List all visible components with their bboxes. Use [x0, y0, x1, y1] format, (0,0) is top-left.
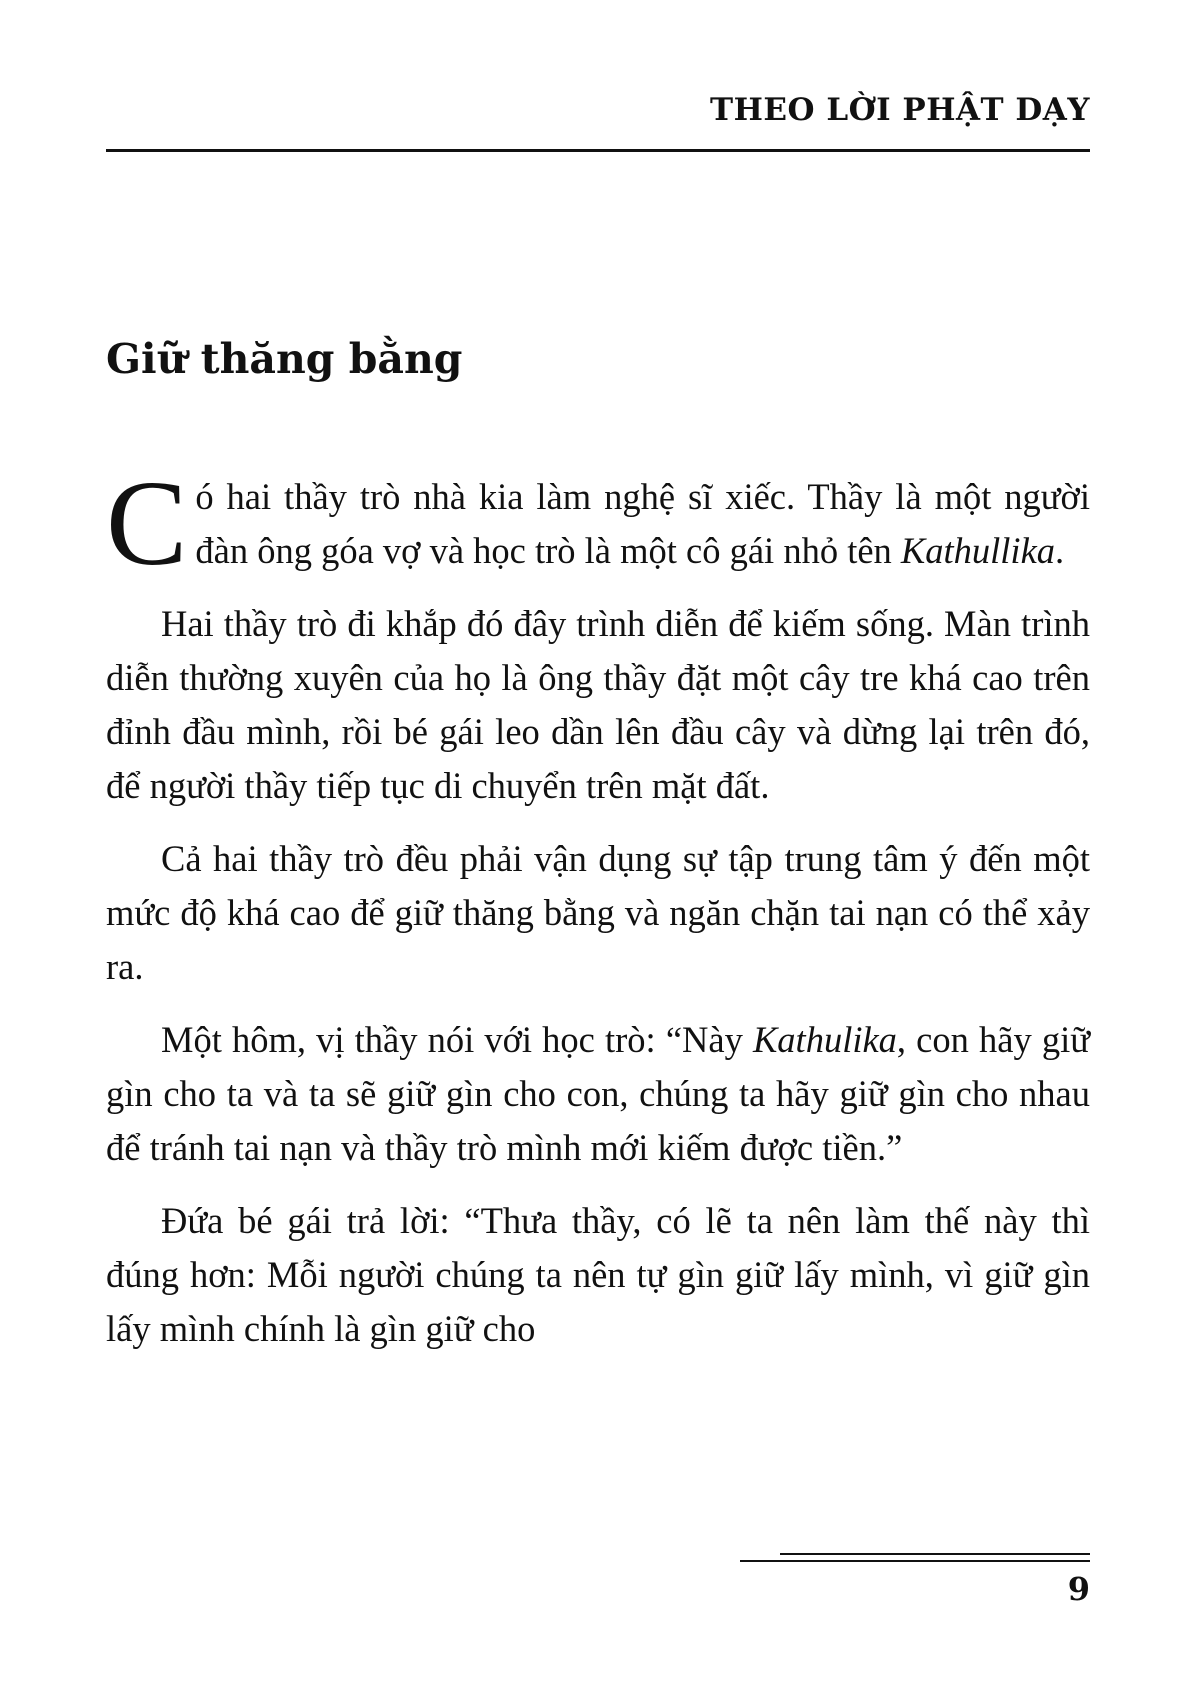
paragraph-1: [106, 456, 1090, 591]
paragraph-5: Đứa bé gái trả lời: “Thưa thầy, có lẽ ta nên làm thế này thì đúng hơn: Mỗi người chúng ta nên tự gìn giữ lấy mình, vì giữ gìn lấy mình chính là gìn giữ cho: [106, 1199, 1090, 1350]
header-rule: [106, 149, 1090, 152]
chapter-title: Giữ thăng bằng: [106, 335, 463, 383]
footer-rule-lower: [740, 1560, 1090, 1562]
paragraph-4-emphasis: Kathulika: [752, 1018, 897, 1060]
page-number: 9: [1067, 1570, 1090, 1608]
paragraph-4-text-before: Một hôm, vị thầy nói với học trò: “Này: [161, 1018, 753, 1060]
drop-cap: C: [106, 456, 188, 591]
paragraph-4-text-after: , con hãy giữ gìn cho ta và ta sẽ giữ gìn cho con, chúng ta hãy giữ gìn cho nhau để tránh tai nạn và thầy trò mình mới kiếm được tiền.”: [106, 1018, 1090, 1169]
body-text: [106, 456, 1090, 1374]
paragraph-1-emphasis: Kathullika: [900, 530, 1056, 572]
paragraph-1-text-before: ó hai thầy trò nhà kia làm nghệ sĩ xiếc. Thầy là một người đàn ông góa vợ và học trò là một cô gái nhỏ tên: [195, 476, 1090, 572]
footer-rule-upper: [780, 1553, 1090, 1555]
paragraph-2: Hai thầy trò đi khắp đó đây trình diễn để kiếm sống. Màn trình diễn thường xuyên của họ là ông thầy đặt một cây tre khá cao trên đỉnh đầu mình, rồi bé gái leo dần lên đầu cây và dừng lại trên đó, để người thầy tiếp tục di chuyển trên mặt đất.: [106, 602, 1090, 807]
paragraph-4: [106, 1013, 1090, 1176]
running-header-title: THEO LỜI PHẬT DẠY: [710, 92, 1090, 128]
paragraph-3: Cả hai thầy trò đều phải vận dụng sự tập trung tâm ý đến một mức độ khá cao để giữ thăng bằng và ngăn chặn tai nạn có thể xảy ra.: [106, 837, 1090, 988]
paragraph-1-text-after: .: [1055, 530, 1065, 572]
